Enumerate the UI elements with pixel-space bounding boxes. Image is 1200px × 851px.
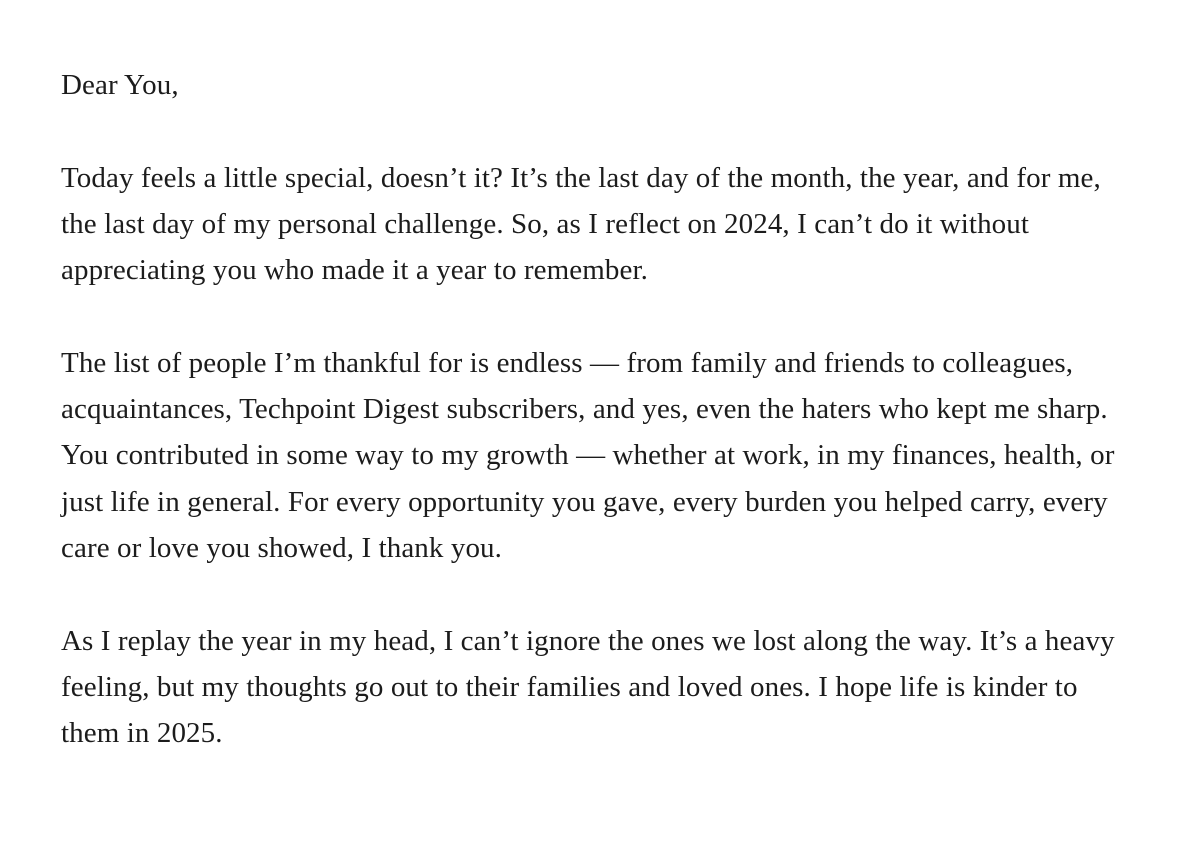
letter-paragraph-reflection: Today feels a little special, doesn’t it? It’s the last day of the month, the year, and for me, the last day of my personal challenge. So, as I reflect on 2024, I can’t do it without appreciating you who made it a year to remember.: [61, 161, 1101, 287]
letter-salutation: Dear You,: [61, 69, 179, 101]
letter-paragraph-gratitude: The list of people I’m thankful for is endless — from family and friends to colleagues, acquaintances, Techpoint Digest subscribers, and yes, even the haters who kept me sharp. You contributed in some way to my growth — whether at work, in my finances, health, or just life in general. For every opportunity you gave, every burden you helped carry, every care or love you showed, I thank you.: [61, 346, 1115, 564]
letter-paragraph-remembrance: As I replay the year in my head, I can’t ignore the ones we lost along the way. It’s a heavy feeling, but my thoughts go out to their families and loved ones. I hope life is kinder to them in 2025.: [61, 624, 1115, 750]
letter-body: [61, 62, 1141, 756]
